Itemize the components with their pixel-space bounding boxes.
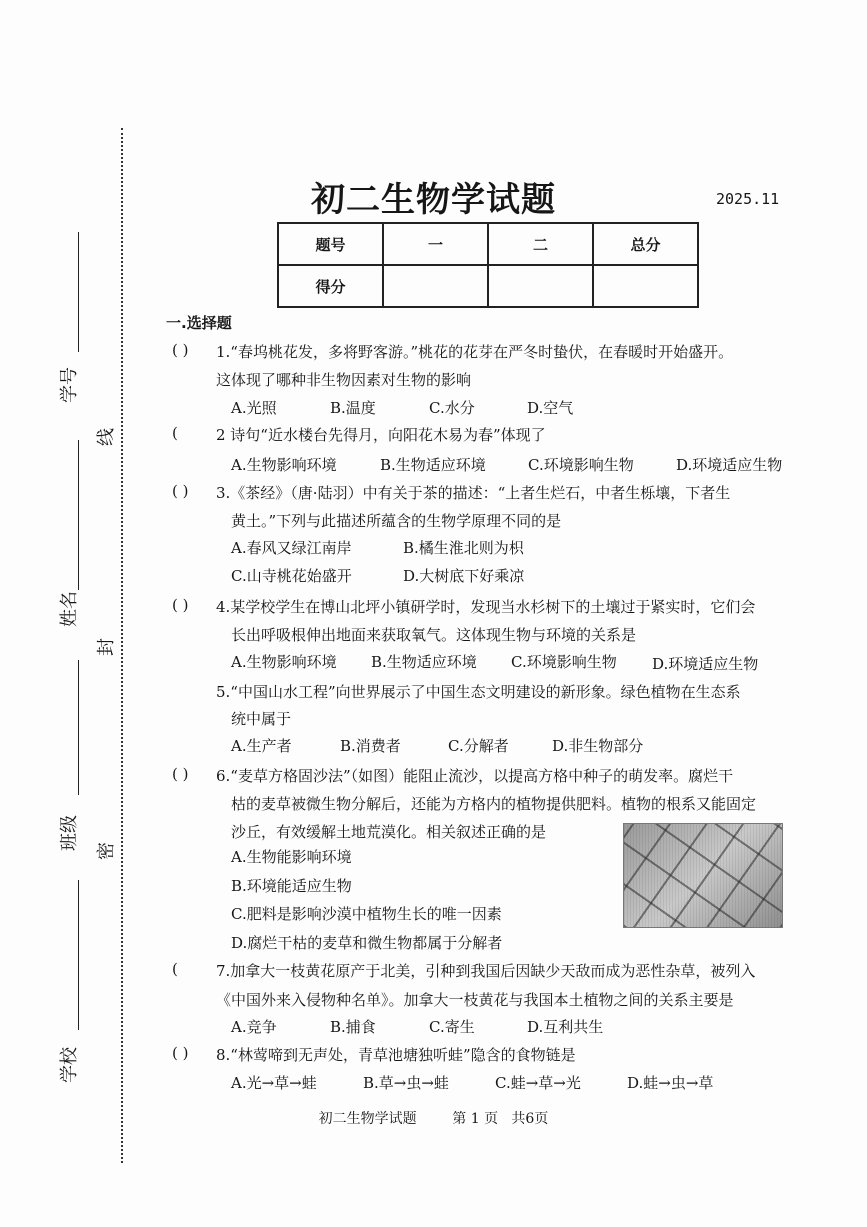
question-4-line-1: 4.某学校学生在博山北坪小镇研学时，发现当水杉树下的土壤过于紧实时，它们会: [216, 598, 756, 616]
answer-paren: ( ): [172, 1044, 189, 1062]
option: B.温度: [330, 399, 376, 417]
score-table-header-row: [278, 223, 698, 265]
option: D.非生物部分: [552, 737, 644, 755]
option: D.环境适应生物: [676, 456, 783, 474]
name-blank: [78, 440, 79, 590]
score-cell: 得分: [278, 265, 383, 307]
school-label: 学校: [59, 1047, 80, 1083]
section-title: 一.选择题: [166, 314, 232, 332]
question-6-line-2: 枯的麦草被微生物分解后，还能为方格内的植物提供肥料。植物的根系又能固定: [231, 795, 757, 813]
option: C.寄生: [429, 1018, 475, 1036]
straw-checkerboard-photo: [623, 823, 783, 928]
seal-word-seal: 封: [96, 638, 117, 656]
school-blank: [78, 880, 79, 1030]
answer-paren: ( ): [172, 341, 189, 359]
score-cell: 二: [488, 223, 593, 265]
option: A.光→草→蛙: [231, 1074, 317, 1092]
question-2-line-1: 2 诗句“近水楼台先得月，向阳花木易为春”体现了: [216, 426, 546, 444]
option: B.生物适应环境: [371, 653, 477, 671]
seal-word-line: 线: [96, 428, 117, 446]
question-1-line-1: 1.“春坞桃花发，多将野客游。”桃花的花芽在严冬时蛰伏，在春暖时开始盛开。: [216, 343, 734, 361]
option: C.水分: [429, 399, 475, 417]
page-footer: 初二生物学试题 第 1 页 共6页: [318, 1111, 549, 1127]
binding-dotted-line: [121, 128, 123, 1163]
question-5-line-2: 统中属于: [231, 710, 292, 728]
question-7-line-1: 7.加拿大一枝黄花原产于北美，引种到我国后因缺少天敌而成为恶性杂草，被列入: [216, 962, 756, 980]
question-3-line-1: 3.《茶经》（唐·陆羽）中有关于茶的描述：“上者生烂石，中者生栎壤，下者生: [216, 484, 731, 502]
option: D.腐烂干枯的麦草和微生物都属于分解者: [231, 934, 503, 952]
option: B.消费者: [340, 737, 401, 755]
class-label: 班级: [59, 815, 80, 851]
answer-paren: (: [172, 424, 178, 442]
answer-paren: ( ): [172, 765, 189, 783]
option: A.竞争: [231, 1018, 277, 1036]
score-cell: 一: [383, 223, 488, 265]
question-3-line-2: 黄土。”下列与此描述所蕴含的生物学原理不同的是: [231, 512, 562, 530]
option: A.生物影响环境: [231, 456, 337, 474]
score-input-cell: [488, 265, 593, 307]
seal-word-secret: 密: [96, 842, 117, 860]
score-table: [277, 222, 699, 308]
option: D.环境适应生物: [652, 655, 759, 673]
option: B.生物适应环境: [380, 456, 486, 474]
option: C.环境影响生物: [528, 456, 634, 474]
option: A.生物影响环境: [231, 653, 337, 671]
answer-paren: (: [172, 960, 178, 978]
option: A.生产者: [231, 737, 292, 755]
score-cell: 总分: [593, 223, 698, 265]
option: C.蛙→草→光: [495, 1074, 581, 1092]
answer-paren: ( ): [172, 596, 189, 614]
option: D.蛙→虫→草: [627, 1074, 714, 1092]
name-label: 姓名: [59, 591, 80, 627]
option: B.环境能适应生物: [231, 877, 352, 895]
option: B.草→虫→蛙: [363, 1074, 449, 1092]
score-table-score-row: [278, 265, 698, 307]
option: D.空气: [527, 399, 574, 417]
option: D.大树底下好乘凉: [403, 567, 525, 585]
question-5-line-1: 5.“中国山水工程”向世界展示了中国生态文明建设的新形象。绿色植物在生态系: [216, 683, 741, 701]
score-input-cell: [593, 265, 698, 307]
score-input-cell: [383, 265, 488, 307]
page-title: 初二生物学试题: [311, 180, 556, 220]
option: D.互利共生: [527, 1018, 604, 1036]
exam-date: 2025.11: [716, 190, 780, 208]
student-id-blank: [78, 232, 79, 352]
option: B.橘生淮北则为枳: [403, 539, 524, 557]
student-id-label: 学号: [59, 367, 80, 403]
option: A.光照: [231, 399, 277, 417]
option: C.分解者: [448, 737, 509, 755]
question-7-line-2: 《中国外来入侵物种名单》。加拿大一枝黄花与我国本土植物之间的关系主要是: [216, 991, 734, 1009]
option: C.环境影响生物: [511, 653, 617, 671]
question-8-line-1: 8.“林莺啼到无声处，青草池塘独听蛙”隐含的食物链是: [216, 1046, 576, 1064]
class-blank: [78, 660, 79, 795]
question-4-line-2: 长出呼吸根伸出地面来获取氧气。这体现生物与环境的关系是: [231, 626, 637, 644]
question-6-line-1: 6.“麦草方格固沙法”（如图）能阻止流沙，以提高方格中种子的萌发率。腐烂干: [216, 767, 734, 785]
answer-paren: ( ): [172, 482, 189, 500]
option: C.肥料是影响沙漠中植物生长的唯一因素: [231, 905, 502, 923]
question-1-line-2: 这体现了哪种非生物因素对生物的影响: [216, 371, 472, 389]
option: A.生物能影响环境: [231, 848, 352, 866]
option: B.捕食: [330, 1018, 376, 1036]
option: C.山寺桃花始盛开: [231, 567, 352, 585]
option: A.春风又绿江南岸: [231, 539, 352, 557]
score-cell: 题号: [278, 223, 383, 265]
question-6-line-3: 沙丘，有效缓解土地荒漠化。相关叙述正确的是: [231, 823, 547, 841]
